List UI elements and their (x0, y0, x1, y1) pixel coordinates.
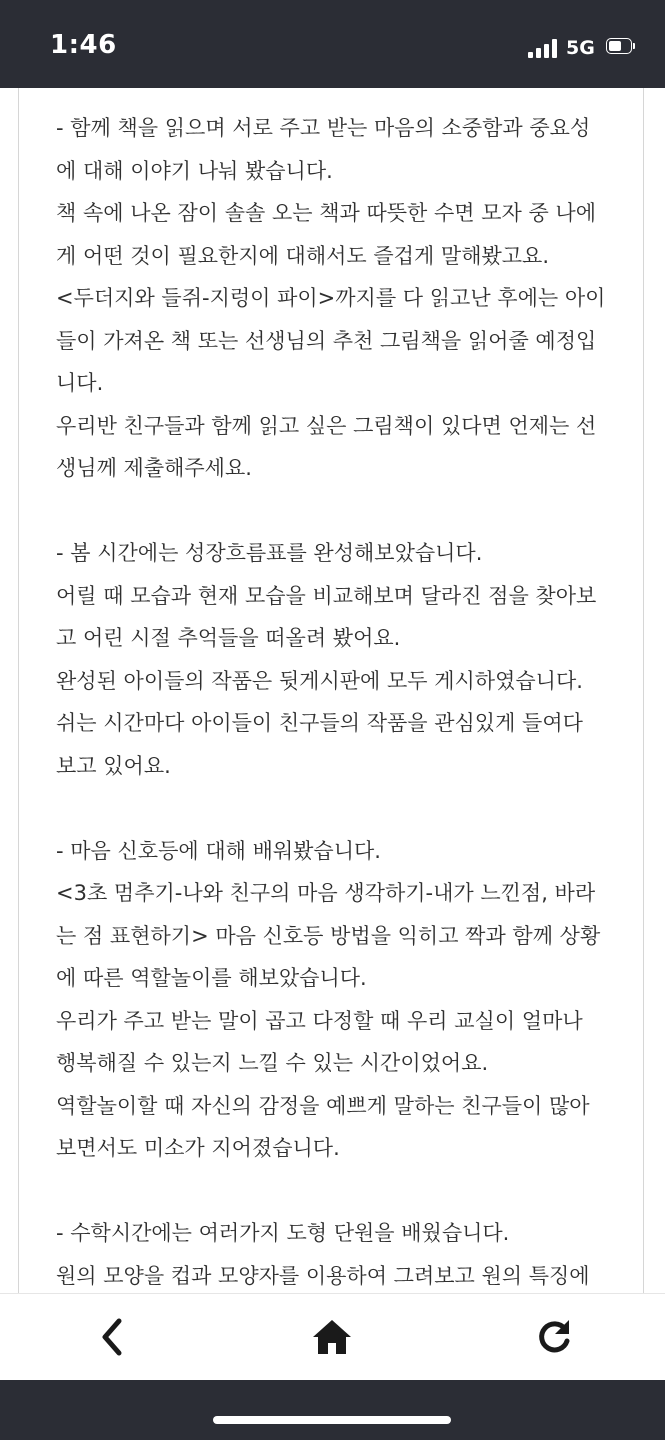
chevron-left-icon (97, 1317, 127, 1357)
text-line: 니다. (56, 371, 104, 395)
back-button[interactable] (87, 1314, 137, 1360)
signal-icon (528, 39, 558, 58)
blank-line (56, 787, 626, 830)
text-line: <두더지와 들쥐-지렁이 파이>까지를 다 읽고난 후에는 아이 (56, 286, 606, 310)
text-line: 쉬는 시간마다 아이들이 친구들의 작품을 관심있게 들여다 (56, 711, 583, 735)
text-line: 우리반 친구들과 함께 읽고 싶은 그림책이 있다면 언제는 선 (56, 413, 597, 438)
text-line: 고 어린 시절 추억들을 떠올려 봤어요. (56, 626, 401, 650)
battery-icon (606, 38, 636, 56)
status-time: 1:46 (50, 30, 117, 60)
text-line: 게 어떤 것이 필요한지에 대해서도 즐겁게 말해봤고요. (56, 243, 550, 268)
refresh-button[interactable] (529, 1314, 579, 1360)
blank-line (56, 1170, 626, 1213)
article-body (56, 107, 626, 1293)
text-line: 는 점 표현하기> 마음 신호등 방법을 익히고 짝과 함께 상황 (56, 923, 601, 948)
text-line: <3초 멈추기-나와 친구의 마음 생각하기-내가 느낀점, 바라 (56, 881, 596, 905)
content-area[interactable] (0, 88, 665, 1293)
text-line: - 함께 책을 읽으며 서로 주고 받는 마음의 소중함과 중요성 (56, 116, 591, 140)
text-line: - 수학시간에는 여러가지 도형 단원을 배웠습니다. (56, 1221, 510, 1245)
bottom-navigation (0, 1293, 665, 1380)
text-line: 책 속에 나온 잠이 솔솔 오는 책과 따뜻한 수면 모자 중 나에 (56, 201, 597, 225)
blank-line (56, 490, 626, 533)
text-line: 역할놀이할 때 자신의 감정을 예쁘게 말하는 친구들이 많아 (56, 1093, 590, 1118)
text-line: 들이 가져온 책 또는 선생님의 추천 그림책을 읽어줄 예정입 (56, 328, 597, 353)
text-line: - 봄 시간에는 성장흐름표를 완성해보았습니다. (56, 541, 483, 565)
text-line: 어릴 때 모습과 현재 모습을 비교해보며 달라진 점을 찾아보 (56, 583, 597, 608)
refresh-icon (534, 1317, 574, 1357)
text-line: 행복해질 수 있는지 느낄 수 있는 시간이었어요. (56, 1051, 489, 1075)
text-line: - 마음 신호등에 대해 배워봤습니다. (56, 838, 381, 863)
text-line: 보고 있어요. (56, 753, 171, 778)
home-bar (0, 1380, 665, 1440)
home-button[interactable] (307, 1314, 357, 1360)
home-indicator[interactable] (213, 1416, 451, 1424)
text-line: 보면서도 미소가 지어졌습니다. (56, 1136, 340, 1160)
text-line: 원의 모양을 컵과 모양자를 이용하여 그려보고 원의 특징에 (56, 1263, 590, 1288)
network-type: 5G (566, 37, 595, 59)
text-line: 완성된 아이들의 작품은 뒷게시판에 모두 게시하였습니다. (56, 668, 583, 693)
home-icon (311, 1318, 353, 1356)
status-bar (0, 0, 665, 88)
text-line: 에 따른 역할놀이를 해보았습니다. (56, 966, 367, 990)
text-line: 에 대해 이야기 나눠 봤습니다. (56, 158, 333, 183)
text-line: 우리가 주고 받는 말이 곱고 다정할 때 우리 교실이 얼마나 (56, 1008, 583, 1033)
text-line: 생님께 제출해주세요. (56, 456, 252, 480)
